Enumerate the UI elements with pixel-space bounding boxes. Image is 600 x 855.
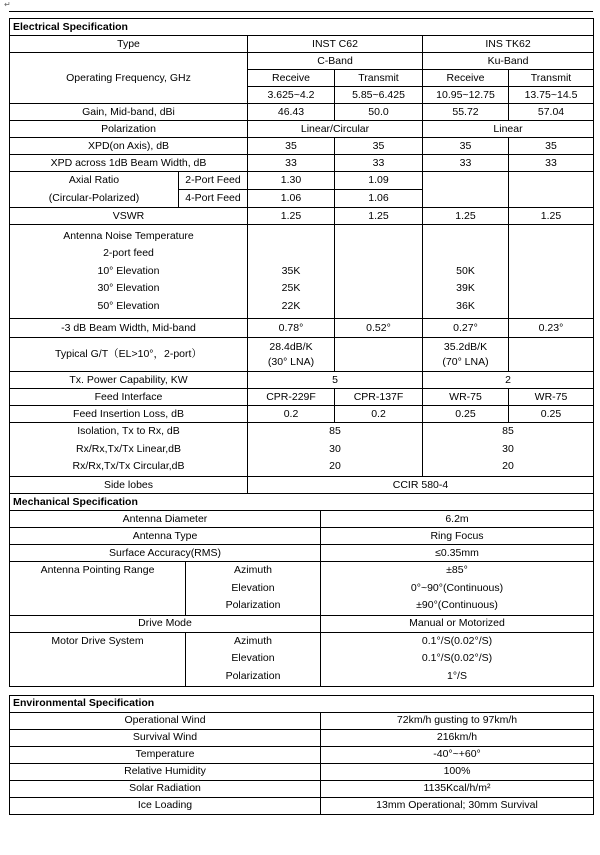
transmit-ku: Transmit	[509, 70, 594, 87]
gt-label: Typical G/T（EL>10°，2-port）	[10, 338, 248, 372]
axial-value: 1.06	[248, 190, 335, 208]
motor-value: 1°/S	[447, 669, 467, 682]
type-c: INST C62	[248, 36, 423, 53]
noise-c	[248, 225, 335, 319]
xpd1-label: XPD across 1dB Beam Width, dB	[10, 155, 248, 172]
xpd-value: 35	[335, 138, 423, 155]
env-label: Ice Loading	[10, 797, 321, 814]
polarization-label: Polarization	[10, 121, 248, 138]
isolation-ku-value: 85	[502, 425, 514, 438]
xpd-value: 35	[509, 138, 594, 155]
xpd1-value: 33	[335, 155, 423, 172]
noise-ku-empty	[509, 225, 594, 319]
vswr-value: 1.25	[423, 208, 509, 225]
xpd-label: XPD(on Axis), dB	[10, 138, 248, 155]
noise-line: 10° Elevation	[97, 264, 160, 277]
gt-ku-empty	[509, 338, 594, 372]
env-label: Temperature	[10, 746, 321, 763]
feed-loss-value: 0.25	[509, 406, 594, 423]
noise-line: Antenna Noise Temperature	[63, 229, 194, 242]
axial-value: 1.30	[248, 172, 335, 190]
gain-value: 50.0	[335, 104, 423, 121]
feed2-label: 2-Port Feed	[179, 172, 248, 190]
power-ku: 2	[423, 372, 594, 389]
axial-value: 1.09	[335, 172, 423, 190]
freq-value: 5.85~6.425	[335, 87, 423, 104]
beam-value: 0.27°	[423, 319, 509, 338]
feed-if-value: WR-75	[509, 389, 594, 406]
diameter-label: Antenna Diameter	[10, 511, 321, 528]
motor-value: 0.1°/S(0.02°/S)	[421, 652, 493, 665]
xpd-value: 35	[248, 138, 335, 155]
motor-label: Motor Drive System	[10, 632, 186, 686]
power-c: 5	[248, 372, 423, 389]
noise-c-value: 25K	[281, 282, 301, 295]
motor-axes	[186, 632, 321, 686]
antenna-type-value: Ring Focus	[321, 528, 594, 545]
noise-c-empty	[335, 225, 423, 319]
freq-value: 10.95~12.75	[423, 87, 509, 104]
paragraph-mark: ↵	[4, 0, 11, 9]
top-rule	[9, 11, 593, 12]
axial-ku-empty	[509, 172, 594, 208]
pointing-axis: Polarization	[225, 599, 281, 611]
motor-axis: Polarization	[225, 669, 281, 682]
isolation-c-value: 30	[329, 442, 341, 455]
gt-ku-value: 35.2dB/K	[443, 340, 488, 353]
gain-value: 46.43	[248, 104, 335, 121]
env-value: 13mm Operational; 30mm Survival	[321, 797, 594, 814]
antenna-type-label: Antenna Type	[10, 528, 321, 545]
feed-if-value: WR-75	[423, 389, 509, 406]
vswr-value: 1.25	[335, 208, 423, 225]
freq-value: 3.625~4.2	[248, 87, 335, 104]
feed-if-value: CPR-229F	[248, 389, 335, 406]
gt-ku	[423, 338, 509, 372]
spec-sheet	[9, 18, 593, 815]
drive-mode-label: Drive Mode	[10, 615, 321, 632]
xpd1-value: 33	[509, 155, 594, 172]
env-value: 100%	[321, 763, 594, 780]
xpd1-value: 33	[248, 155, 335, 172]
noise-ku-value: 50K	[456, 264, 475, 277]
env-value: 72km/h gusting to 97km/h	[321, 712, 594, 729]
pointing-value: ±85°	[446, 564, 468, 576]
pointing-label: Antenna Pointing Range	[10, 562, 186, 616]
drive-mode-value: Manual or Motorized	[321, 615, 594, 632]
vswr-label: VSWR	[10, 208, 248, 225]
axial-label	[10, 172, 179, 208]
gain-label: Gain, Mid-band, dBi	[10, 104, 248, 121]
receive-ku: Receive	[423, 70, 509, 87]
isolation-c	[248, 423, 423, 477]
sidelobes-value: CCIR 580-4	[248, 477, 594, 494]
noise-ku-value: 36K	[456, 299, 475, 312]
feed-loss-value: 0.2	[335, 406, 423, 423]
feed-loss-label: Feed Insertion Loss, dB	[10, 406, 248, 423]
feed-loss-value: 0.25	[423, 406, 509, 423]
isolation-ku	[423, 423, 594, 477]
isolation-ku-value: 30	[502, 442, 514, 455]
sidelobes-label: Side lobes	[10, 477, 248, 494]
power-label: Tx. Power Capability, KW	[10, 372, 248, 389]
axial-label-line2: (Circular-Polarized)	[48, 191, 140, 204]
axial-label-line1: Axial Ratio	[68, 174, 120, 186]
gt-ku-lna: (70° LNA)	[442, 355, 489, 368]
polarization-c: Linear/Circular	[248, 121, 423, 138]
feed-if-value: CPR-137F	[335, 389, 423, 406]
noise-line: 50° Elevation	[97, 299, 160, 312]
noise-line: 2-port feed	[103, 247, 154, 260]
motor-axis: Elevation	[231, 652, 275, 665]
pointing-value: ±90°(Continuous)	[416, 599, 498, 611]
gt-c-value: 28.4dB/K	[269, 340, 313, 353]
noise-line: 30° Elevation	[97, 282, 160, 295]
transmit-c: Transmit	[335, 70, 423, 87]
gain-value: 57.04	[509, 104, 594, 121]
beam-value: 0.23°	[509, 319, 594, 338]
polarization-ku: Linear	[423, 121, 594, 138]
isolation-line: Rx/Rx,Tx/Tx Linear,dB	[75, 442, 182, 455]
gain-value: 55.72	[423, 104, 509, 121]
axial-ku-empty	[423, 172, 509, 208]
noise-ku	[423, 225, 509, 319]
environmental-spec-table	[9, 695, 594, 815]
freq-label: Operating Frequency, GHz	[10, 53, 248, 104]
environmental-title: Environmental Specification	[10, 695, 594, 712]
noise-c-value: 35K	[281, 264, 301, 277]
noise-ku-value: 39K	[456, 282, 475, 295]
pointing-values	[321, 562, 594, 616]
isolation-label	[10, 423, 248, 477]
pointing-axes	[186, 562, 321, 616]
env-value: -40°~+60°	[321, 746, 594, 763]
surface-value: ≤0.35mm	[321, 545, 594, 562]
noise-label	[10, 225, 248, 319]
isolation-line: Rx/Rx,Tx/Tx Circular,dB	[72, 460, 185, 473]
xpd-value: 35	[423, 138, 509, 155]
xpd1-value: 33	[423, 155, 509, 172]
noise-c-value: 22K	[281, 299, 301, 312]
receive-c: Receive	[248, 70, 335, 87]
feed4-label: 4-Port Feed	[179, 190, 248, 208]
axial-value: 1.06	[335, 190, 423, 208]
vswr-value: 1.25	[248, 208, 335, 225]
electrical-title: Electrical Specification	[10, 19, 594, 36]
gt-c-empty	[335, 338, 423, 372]
motor-value: 0.1°/S(0.02°/S)	[421, 634, 493, 647]
pointing-axis: Azimuth	[234, 564, 272, 576]
type-ku: INS TK62	[423, 36, 594, 53]
pointing-value: 0°~90°(Continuous)	[410, 581, 504, 594]
diameter-value: 6.2m	[321, 511, 594, 528]
beam-value: 0.52°	[335, 319, 423, 338]
band-ku: Ku-Band	[423, 53, 594, 70]
isolation-c-value: 20	[329, 460, 341, 473]
band-c: C-Band	[248, 53, 423, 70]
env-label: Solar Radiation	[10, 780, 321, 797]
gt-c	[248, 338, 335, 372]
electrical-spec-table	[9, 18, 594, 494]
surface-label: Surface Accuracy(RMS)	[10, 545, 321, 562]
isolation-ku-value: 20	[502, 460, 514, 473]
motor-values	[321, 632, 594, 686]
gt-c-lna: (30° LNA)	[267, 355, 315, 368]
motor-axis: Azimuth	[234, 634, 272, 647]
mechanical-title: Mechanical Specification	[10, 494, 594, 511]
freq-value: 13.75~14.5	[509, 87, 594, 104]
env-label: Survival Wind	[10, 729, 321, 746]
env-value: 216km/h	[321, 729, 594, 746]
pointing-axis: Elevation	[231, 581, 275, 594]
env-value: 1135Kcal/h/m²	[321, 780, 594, 797]
env-label: Operational Wind	[10, 712, 321, 729]
beam-value: 0.78°	[248, 319, 335, 338]
vswr-value: 1.25	[509, 208, 594, 225]
beam-label: -3 dB Beam Width, Mid-band	[10, 319, 248, 338]
type-label: Type	[10, 36, 248, 53]
isolation-c-value: 85	[329, 425, 341, 438]
feed-if-label: Feed Interface	[10, 389, 248, 406]
isolation-line: Isolation, Tx to Rx, dB	[77, 425, 180, 438]
env-label: Relative Humidity	[10, 763, 321, 780]
feed-loss-value: 0.2	[248, 406, 335, 423]
mechanical-spec-table	[9, 493, 594, 687]
